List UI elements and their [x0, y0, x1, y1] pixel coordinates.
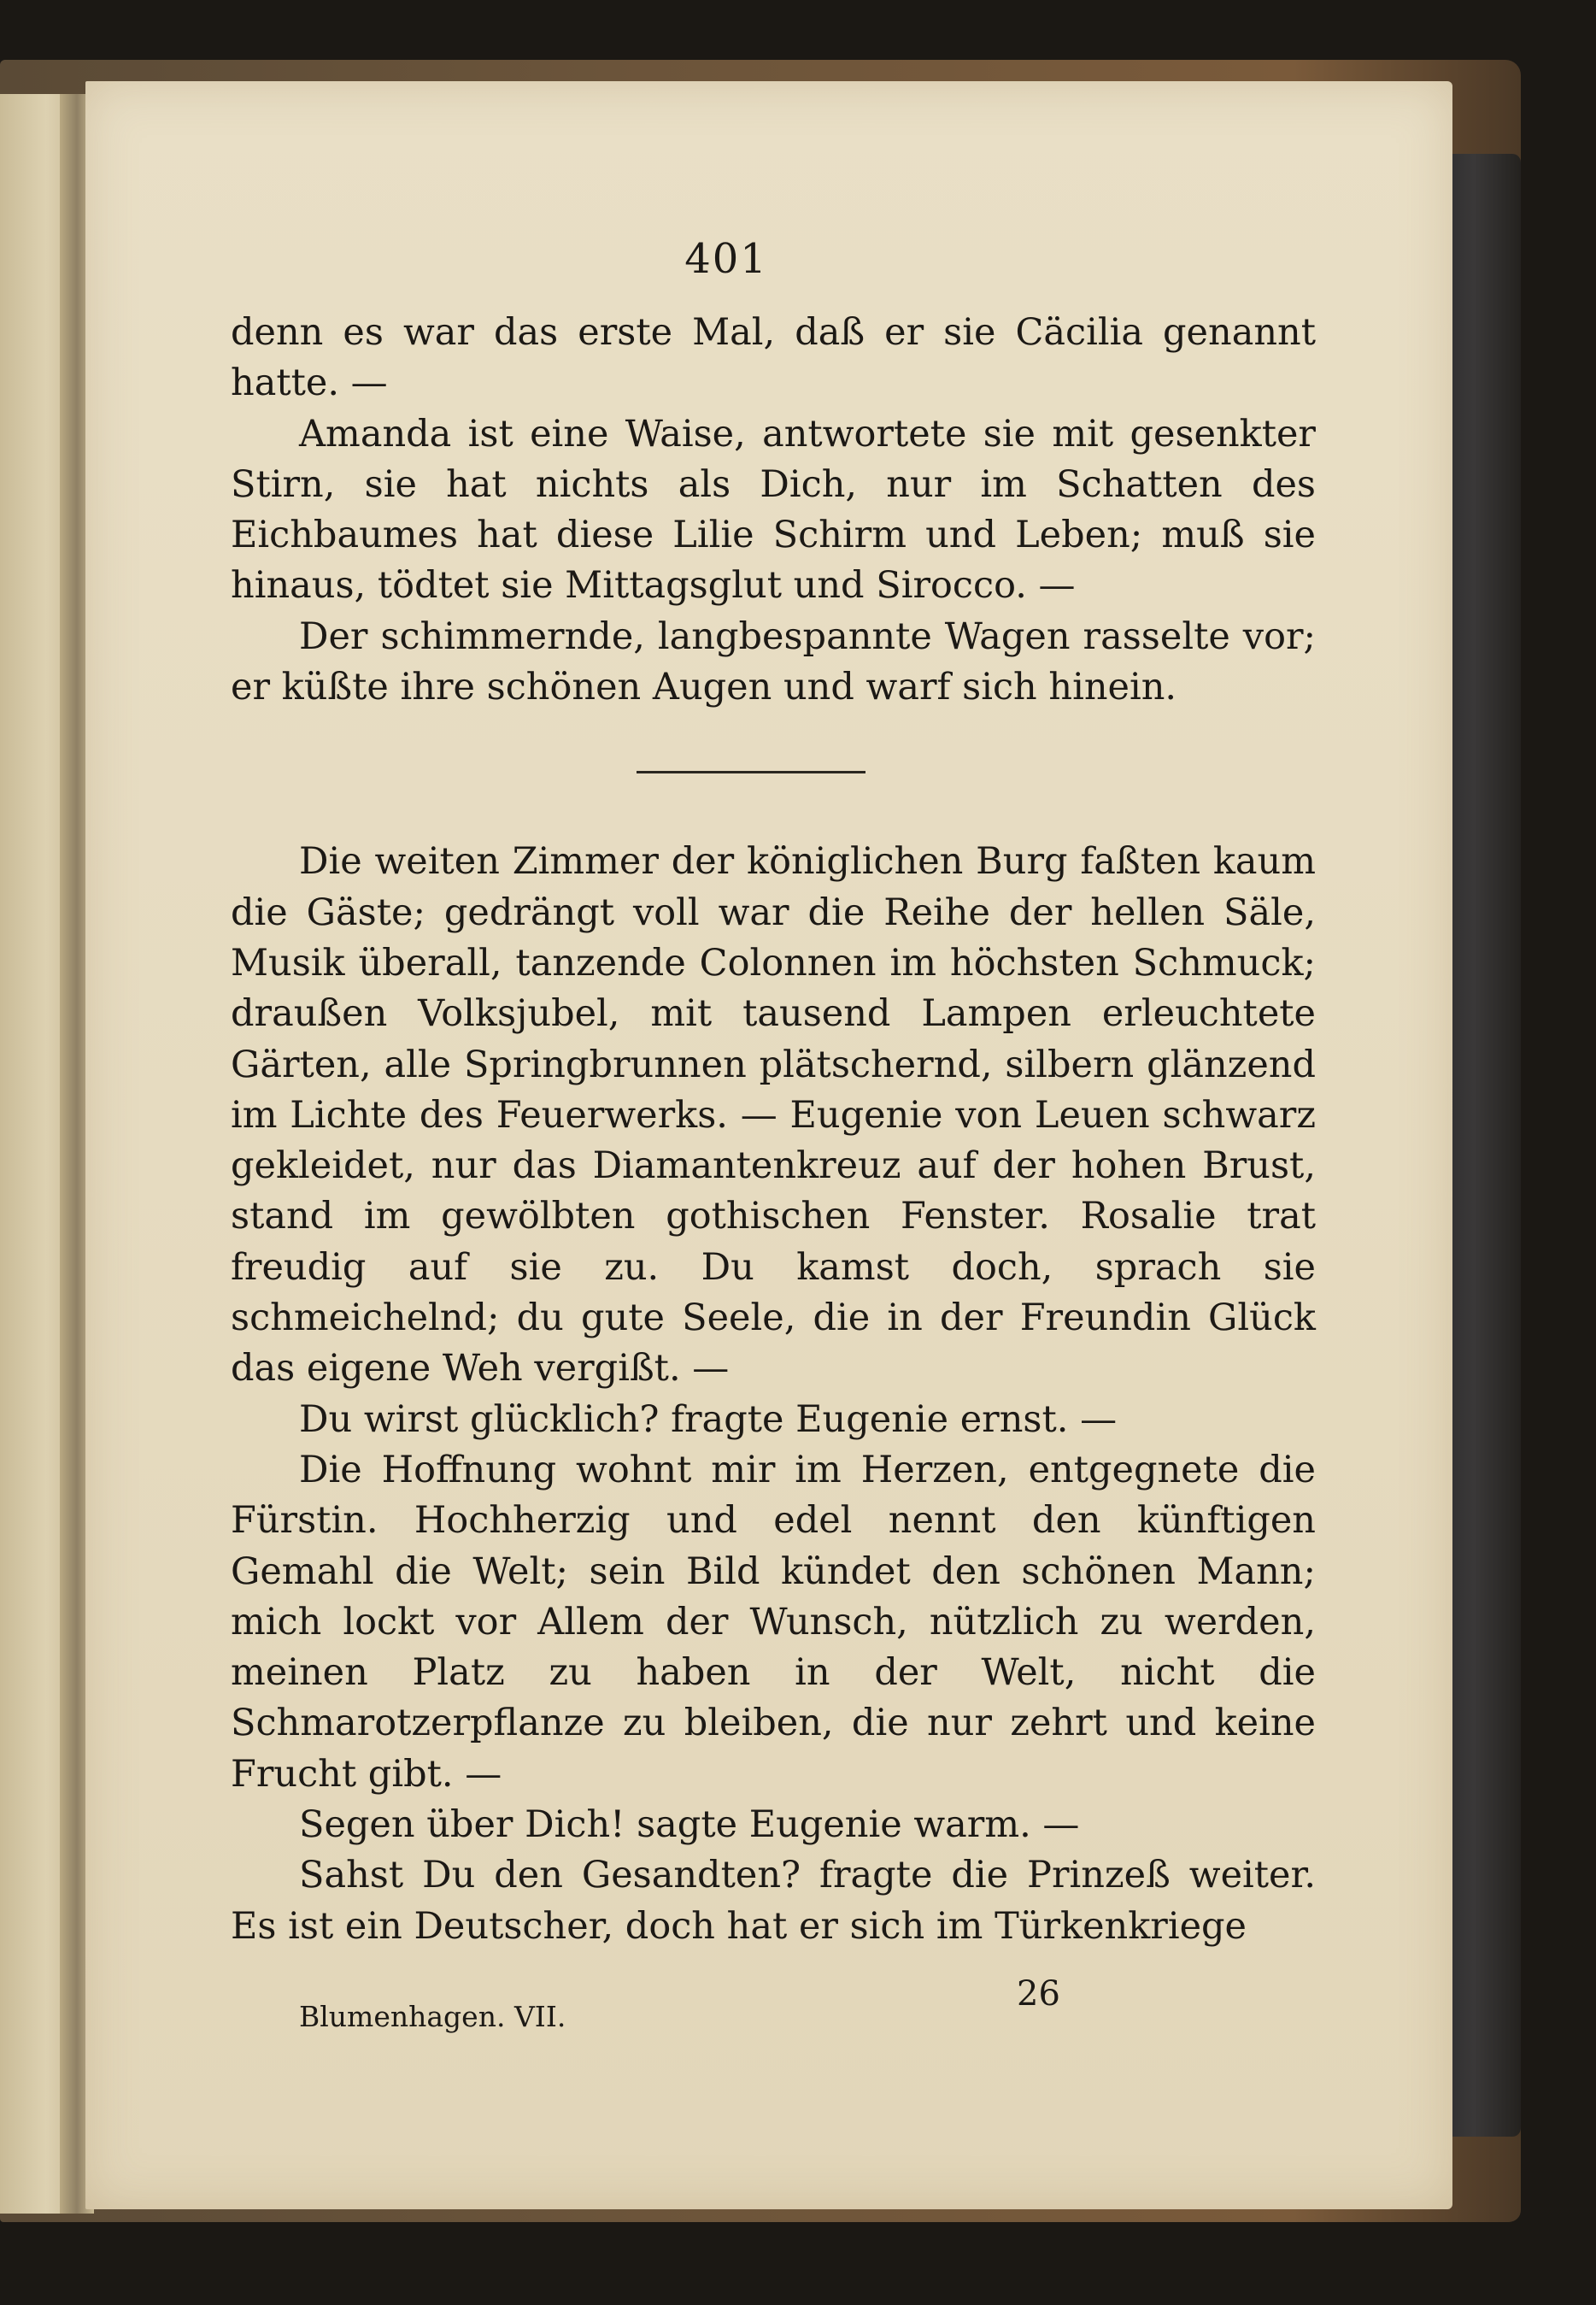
page-number: 401: [684, 235, 768, 283]
paragraph: Sahst Du den Gesandten? fragte die Prinzeß weiter. Es ist ein Deutscher, doch hat er sich im Türkenkriege: [231, 1854, 1316, 1948]
footer-signature: Blumenhagen. VII.: [299, 2000, 566, 2033]
paragraph: Die weiten Zimmer der königlichen Burg faßten kaum die Gäste; gedrängt voll war die Reihe der hellen Säle, Musik überall, tanzende Colonnen im höchsten Schmuck; draußen Volksjubel, mit tausend Lampen erleuchtete Gärten, alle Springbrunnen plätschernd, silbern glänzend im Lichte des Feuerwerks. — Eugenie von Leuen schwarz gekleidet, nur das Diamantenkreuz auf der hohen Brust, stand im gewölbten gothischen Fenster. Rosalie trat freudig auf sie zu. Du kamst doch, sprach sie schmeichelnd; du gute Seele, die in der Freundin Glück das eigene Weh vergißt. —: [231, 840, 1316, 1391]
footer-sheet-number: 26: [1017, 1974, 1060, 2014]
paragraph: denn es war das erste Mal, daß er sie Cäcilia genannt hatte. —: [231, 311, 1316, 405]
page-text: [231, 308, 1316, 1952]
paragraph: Der schimmernde, langbespannte Wagen rasselte vor; er küßte ihre schönen Augen und warf sich hinein.: [231, 614, 1316, 709]
paragraph: Amanda ist eine Waise, antwortete sie mit gesenkter Stirn, sie hat nichts als Dich, nur im Schatten des Eichbaumes hat diese Lilie Schirm und Leben; muß sie hinaus, tödtet sie Mittagsglut und Sirocco. —: [231, 412, 1316, 608]
paragraph: Die Hoffnung wohnt mir im Herzen, entgegnete die Fürstin. Hochherzig und edel nennt den künftigen Gemahl die Welt; sein Bild kündet den schönen Mann; mich lockt vor Allem der Wunsch, nützlich zu werden, meinen Platz zu haben in der Welt, nicht die Schmarotzerpflanze zu bleiben, die nur zehrt und keine Frucht gibt. —: [231, 1448, 1316, 1796]
paragraph: Du wirst glücklich? fragte Eugenie ernst. —: [299, 1397, 1118, 1441]
section-divider: [637, 771, 865, 773]
book-page: [85, 81, 1452, 2209]
paragraph: Segen über Dich! sagte Eugenie warm. —: [299, 1803, 1080, 1847]
